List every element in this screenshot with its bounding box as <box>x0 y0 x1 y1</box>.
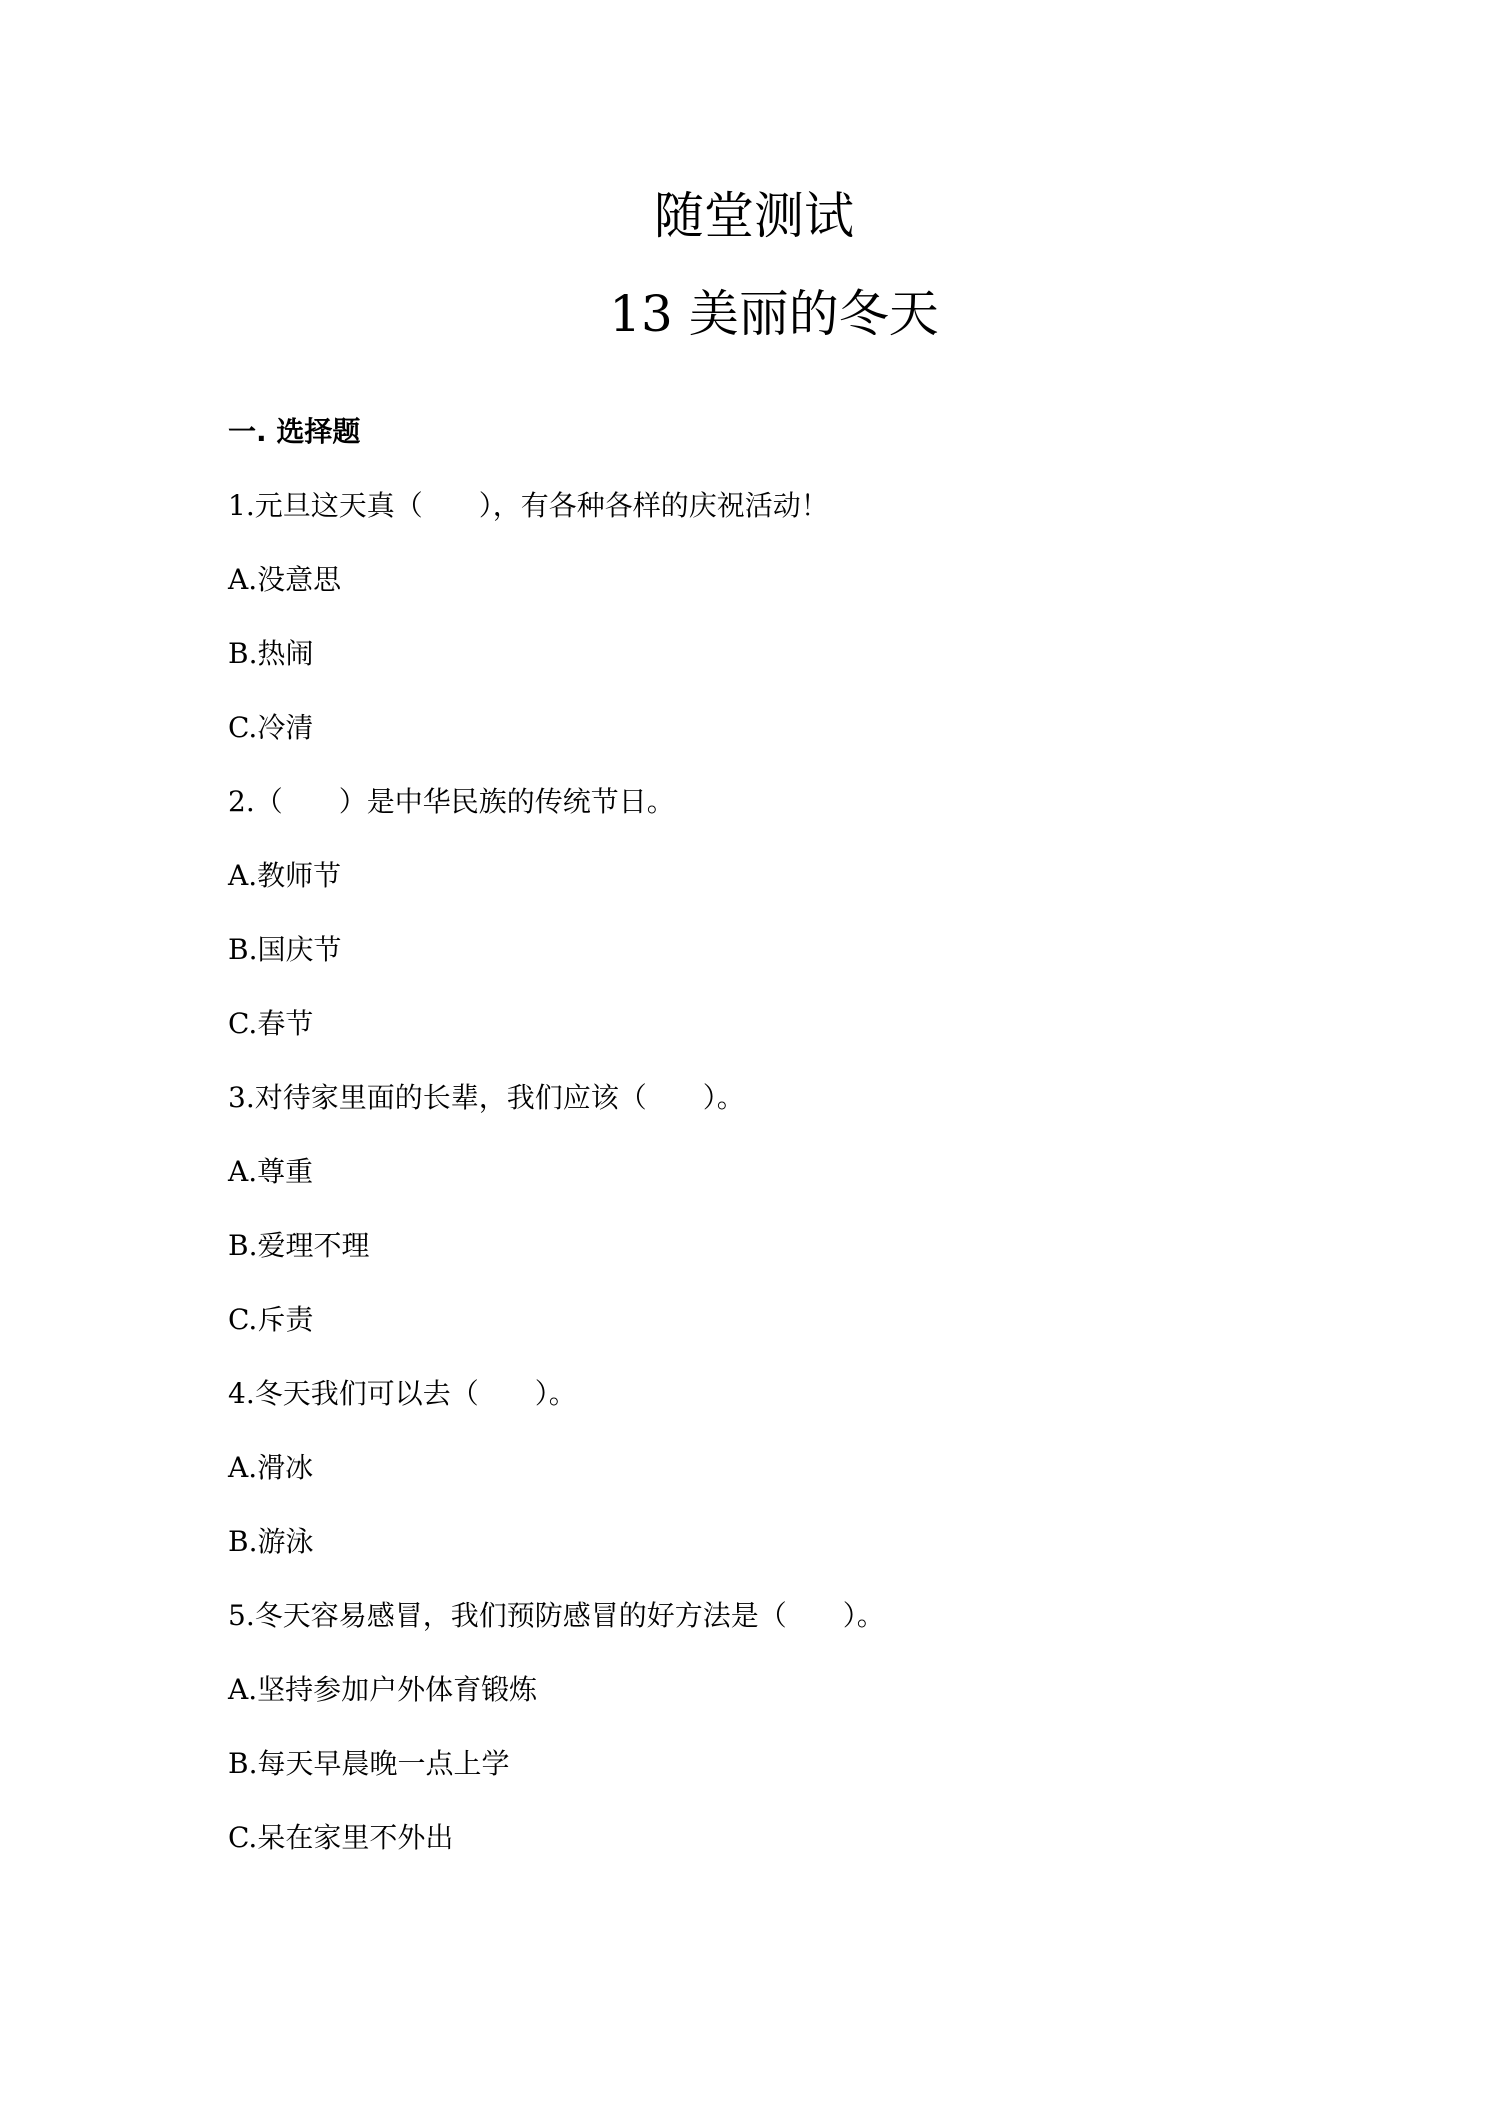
question-3-option-b: B.爱理不理 <box>228 1229 370 1262</box>
question-1-stem: 1.元旦这天真（ ），有各种各样的庆祝活动！ <box>228 489 829 522</box>
question-5-option-b: B.每天早晨晚一点上学 <box>228 1747 510 1780</box>
question-5-stem: 5.冬天容易感冒，我们预防感冒的好方法是（ ）。 <box>228 1599 885 1632</box>
question-2-option-b: B.国庆节 <box>228 933 342 966</box>
question-1-option-b: B.热闹 <box>228 637 314 670</box>
question-3-option-a: A.尊重 <box>228 1155 314 1188</box>
question-1-option-a: A.没意思 <box>228 563 342 596</box>
section-heading-multiple-choice: 一. 选择题 <box>228 415 361 448</box>
question-4-stem: 4.冬天我们可以去（ ）。 <box>228 1377 577 1410</box>
page-title: 随堂测试 <box>654 187 854 245</box>
question-5-option-a: A.坚持参加户外体育锻炼 <box>228 1673 538 1706</box>
question-2-stem: 2.（ ）是中华民族的传统节日。 <box>228 785 675 818</box>
question-3-stem: 3.对待家里面的长辈，我们应该（ ）。 <box>228 1081 745 1114</box>
question-4-option-a: A.滑冰 <box>228 1451 314 1484</box>
question-2-option-a: A.教师节 <box>228 859 342 892</box>
lesson-title: 13 美丽的冬天 <box>609 285 939 343</box>
question-1-option-c: C.冷清 <box>228 711 314 744</box>
question-4-option-b: B.游泳 <box>228 1525 314 1558</box>
question-2-option-c: C.春节 <box>228 1007 314 1040</box>
question-3-option-c: C.斥责 <box>228 1303 314 1336</box>
question-5-option-c: C.呆在家里不外出 <box>228 1821 454 1854</box>
